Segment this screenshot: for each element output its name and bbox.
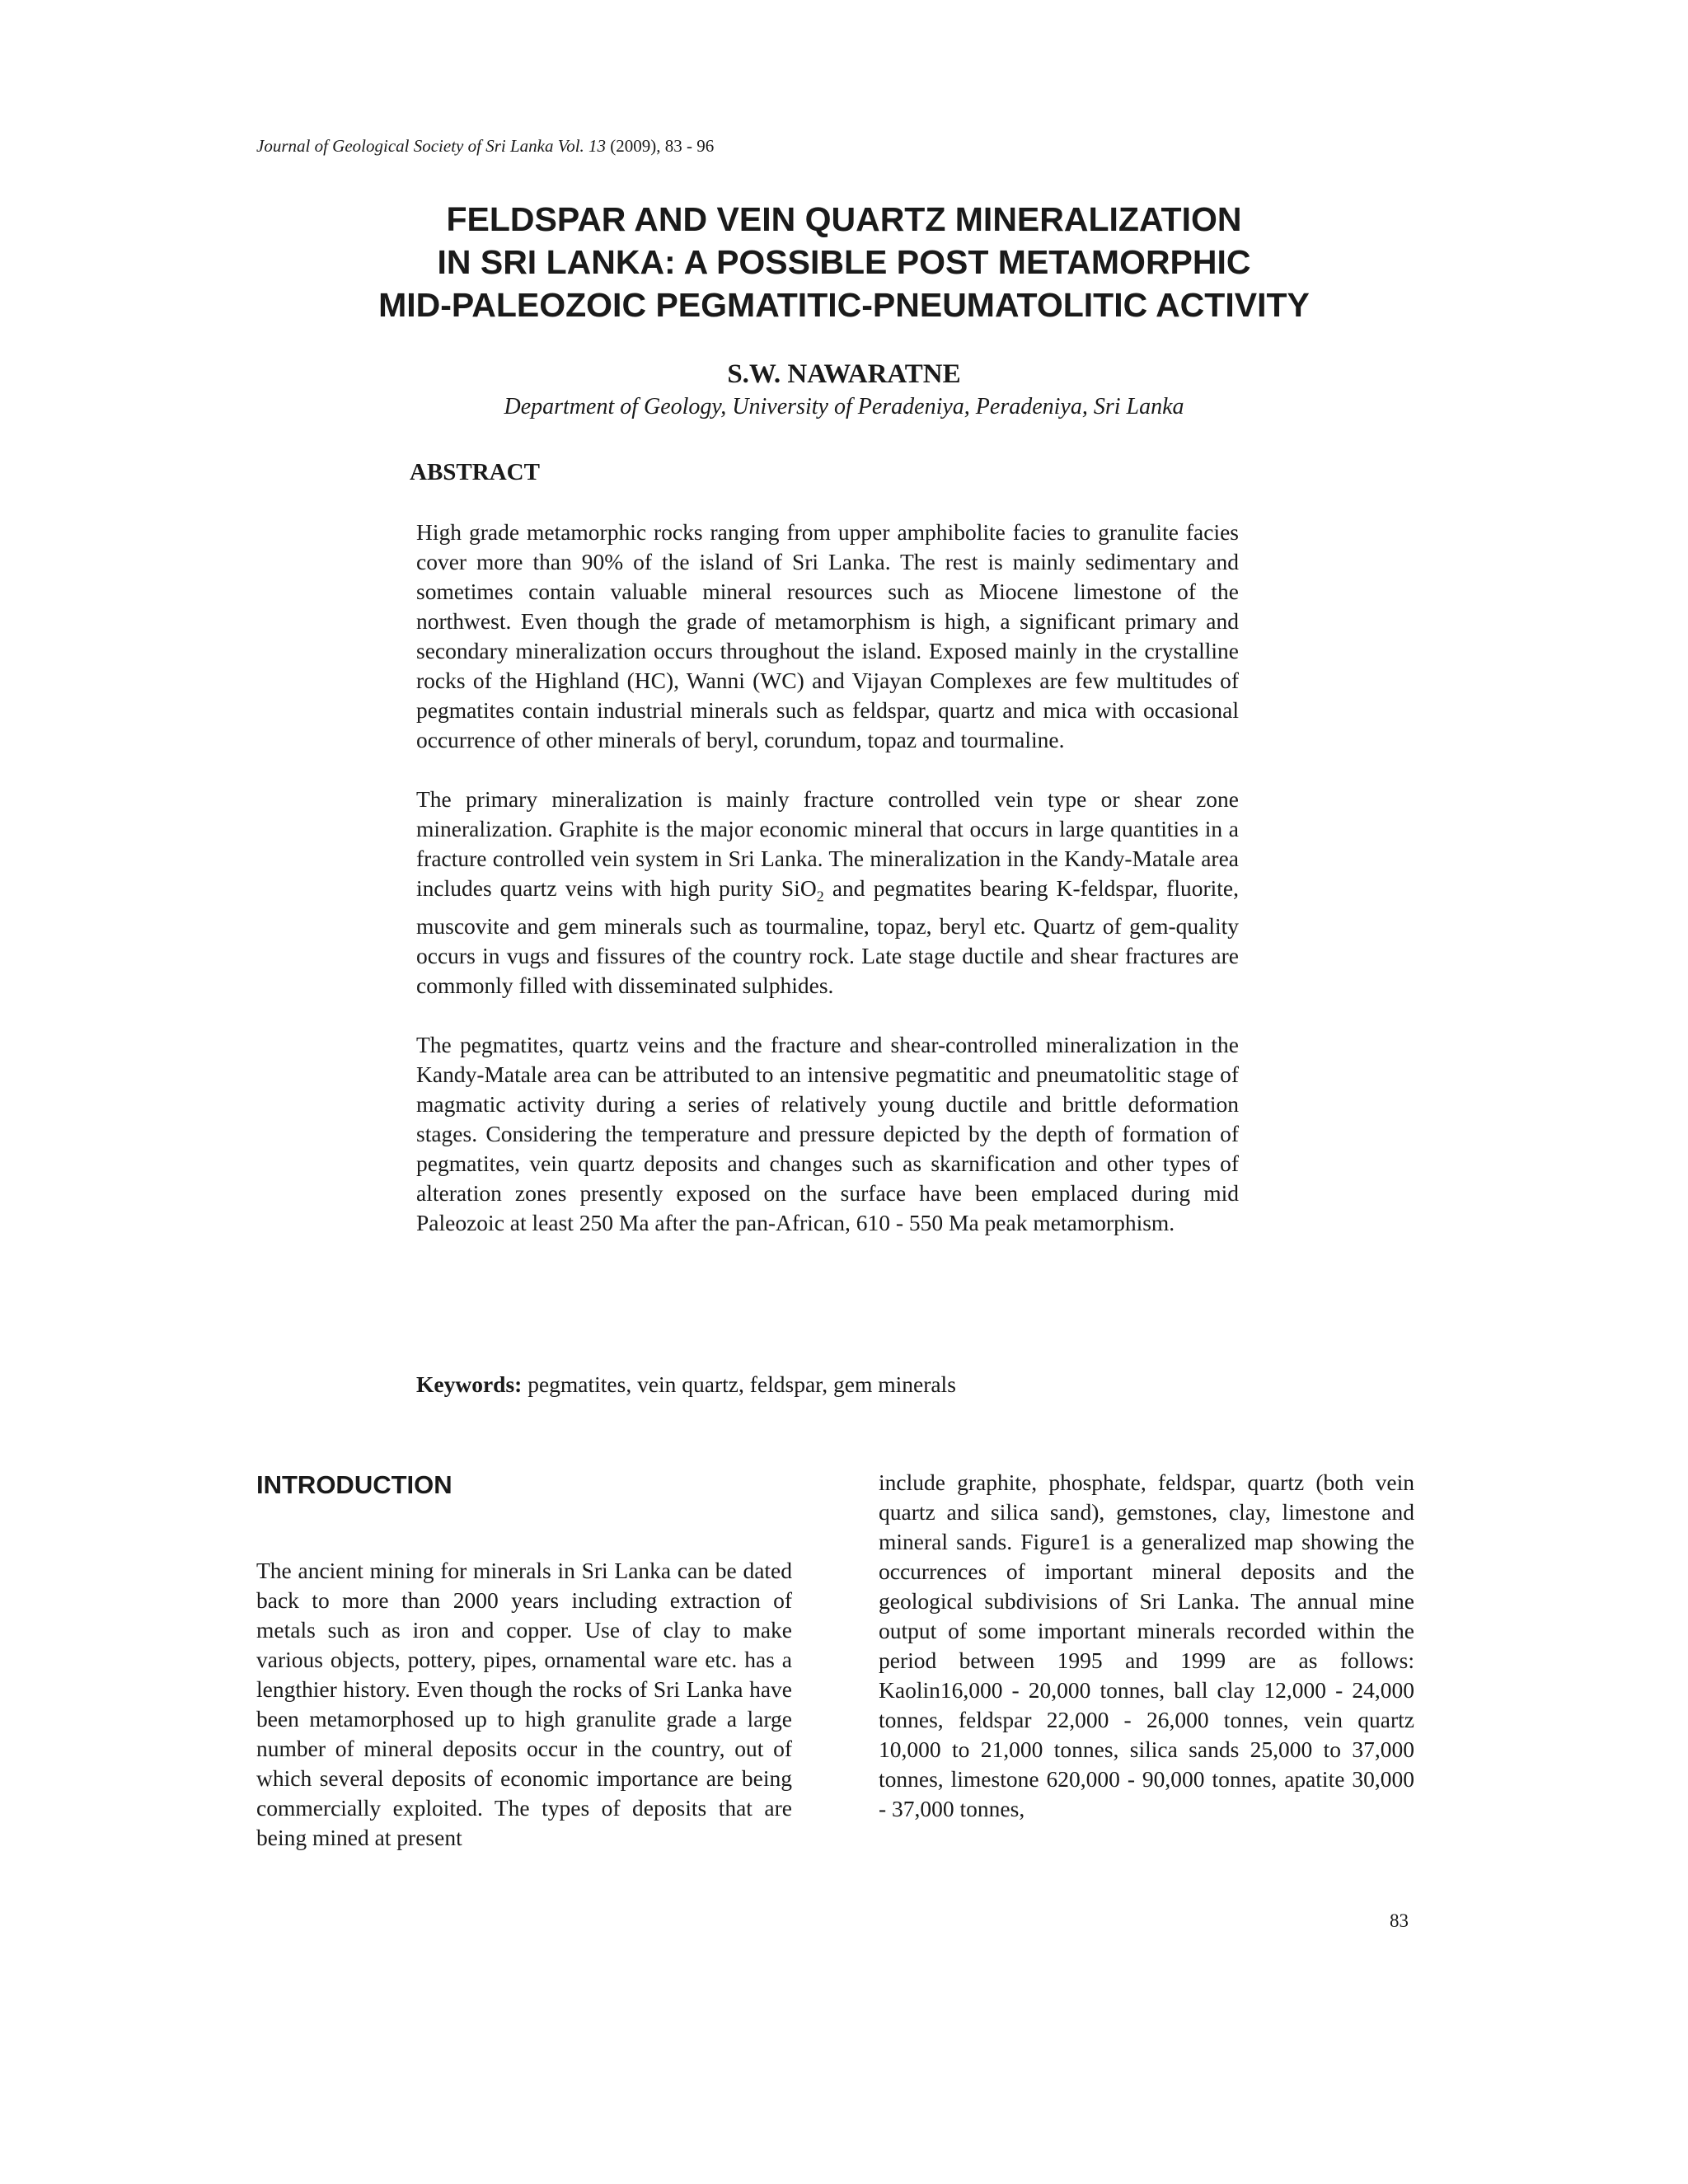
abstract-paragraph: The pegmatites, quartz veins and the fracture and shear-controlled mineralization in the Kandy-Matale area can be attributed to an intensive pegmatitic and pneumatolitic stage of magmatic activity during a series of relatively young ductile and brittle deformation stages. Considering the temperature and pressure depicted by the depth of formation of pegmatites, vein quartz deposits and changes such as skarnification and other types of alteration zones presently exposed on the surface have been emplaced during mid Paleozoic at least 250 Ma after the pan-African, 610 - 550 Ma peak metamorphism. bbox=[416, 1031, 1239, 1235]
formula-base: SiO bbox=[781, 875, 817, 901]
journal-name: Journal of Geological Society of Sri Lanka bbox=[256, 136, 554, 156]
abstract-paragraph: High grade metamorphic rocks ranging from upper amphibolite facies to granulite facies cover more than 90% of the island of Sri Lanka. The rest is mainly sedimentary and sometimes contain valuable mineral resources such as Miocene limestone of the northwest. Even though the grade of metamorphism is high, a significant primary and secondary mineralization occurs throughout the island. Exposed mainly in the crystalline rocks of the Highland (HC), Wanni (WC) and Vijayan Complexes are few multitudes of pegmatites contain industrial minerals such as feldspar, quartz and mica with occasional occurrence of other minerals of beryl, corundum, topaz and tourmaline. bbox=[416, 519, 1239, 752]
author-affiliation: Department of Geology, University of Peradeniya, Peradeniya, Sri Lanka bbox=[504, 394, 1184, 419]
title-line: IN SRI LANKA: A POSSIBLE POST METAMORPHIC bbox=[437, 243, 1251, 281]
journal-year-pages: (2009), 83 - 96 bbox=[610, 136, 715, 156]
chemical-formula bbox=[781, 875, 824, 905]
page-number: 83 bbox=[1390, 1910, 1409, 1931]
formula-subscript: 2 bbox=[816, 888, 824, 905]
abstract-heading: ABSTRACT bbox=[410, 459, 540, 485]
keywords-label: Keywords: bbox=[416, 1371, 523, 1397]
title-line: FELDSPAR AND VEIN QUARTZ MINERALIZATION bbox=[446, 200, 1242, 238]
abstract-text: The primary mineralization is mainly fracture controlled vein type or shear zone mineralization. Graphite is the major economic mineral that occurs in large quantities in a fracture controlled vein system in Sri Lanka. The mineralization in the Kandy-Matale area includes quartz veins with high purity bbox=[416, 786, 1239, 901]
journal-volume: Vol. 13 bbox=[557, 136, 607, 156]
abstract-body bbox=[416, 518, 1239, 1268]
keywords bbox=[416, 1371, 956, 1398]
journal-header bbox=[256, 136, 714, 157]
intro-right-column: include graphite, phosphate, feldspar, quartz (both vein quartz and silica sand), gemstones, clay, limestone and mineral sands. Figure1 is a generalized map showing the occurrences of important mineral deposits and the geological subdivisions of Sri Lanka. The annual mine output of some important minerals recorded within the period between 1995 and 1999 are as follows: Kaolin16,000 - 20,000 tonnes, ball clay 12,000 - 24,000 tonnes, feldspar 22,000 - 26,000 tonnes, vein quartz 10,000 to 21,000 tonnes, silica sands 25,000 to 37,000 tonnes, limestone 620,000 - 90,000 tonnes, apatite 30,000 - 37,000 tonnes, bbox=[879, 1469, 1414, 1821]
title-line: MID-PALEOZOIC PEGMATITIC-PNEUMATOLITIC ACTIVITY bbox=[378, 286, 1310, 324]
section-heading-introduction: INTRODUCTION bbox=[256, 1470, 452, 1499]
abstract-text: and pegmatites bearing K-feldspar, fluorite, muscovite and gem minerals such as tourmaline, topaz, beryl etc. Quartz of gem-quality occurs in vugs and fissures of the country rock. Late stage ductile and shear fractures are commonly filled with disseminated sulphides. bbox=[416, 875, 1239, 998]
abstract-paragraph bbox=[416, 785, 1239, 1001]
intro-left-column: The ancient mining for minerals in Sri Lanka can be dated back to more than 2000 years including extraction of metals such as iron and copper. Use of clay to make various objects, pottery, pipes, ornamental ware etc. has a lengthier history. Even though the rocks of Sri Lanka have been metamorphosed up to high granulite grade a large number of mineral deposits occur in the country, out of which several deposits of economic importance are being commercially exploited. The types of deposits that are being mined at present bbox=[256, 1558, 792, 1850]
paper-title bbox=[247, 198, 1441, 326]
keywords-text: pegmatites, vein quartz, feldspar, gem minerals bbox=[522, 1371, 956, 1397]
author-name: S.W. NAWARATNE bbox=[727, 359, 961, 389]
